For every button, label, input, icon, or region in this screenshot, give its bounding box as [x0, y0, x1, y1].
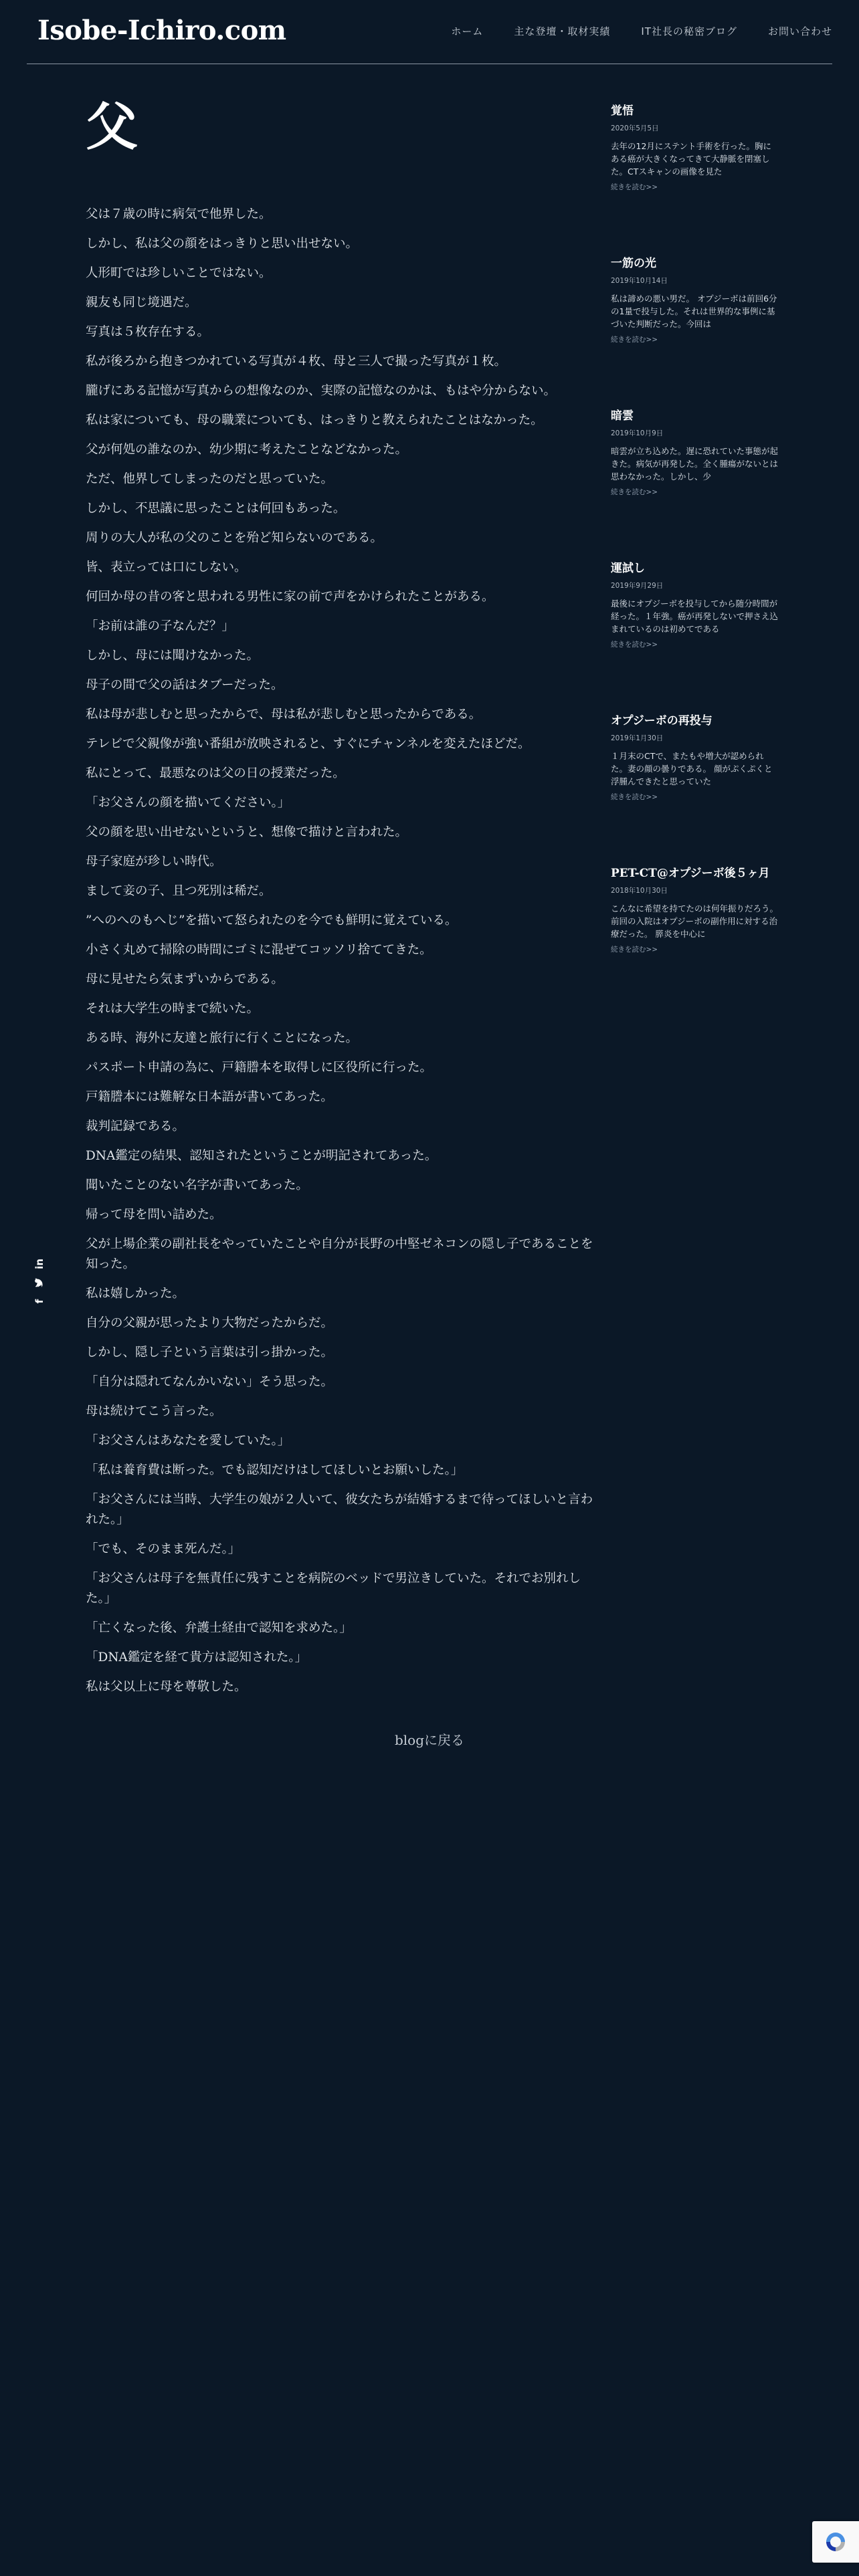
post-paragraph: ”へのへのもへじ”を描いて怒られたのを今でも鮮明に覚えている。 — [86, 914, 458, 928]
post-paragraph: 父の顔を思い出せないというと、想像で描けと言われた。 — [86, 825, 408, 839]
post-paragraph: 周りの大人が私の父のことを殆ど知らないのである。 — [86, 531, 383, 545]
post-paragraph: 「お父さんは母子を無責任に残すことを病院のベッドで男泣きしていた。それでお別れした。」 — [86, 1572, 581, 1606]
post-paragraph: 私は嬉しかった。 — [86, 1287, 185, 1301]
nav-item-contact[interactable]: お問い合わせ — [767, 25, 832, 37]
post-paragraph: 「お前は誰の子なんだ？」 — [86, 619, 235, 633]
post-paragraph: 「亡くなった後、弁護士経由で認知を求めた。」 — [86, 1621, 352, 1635]
post-paragraph: 何回か母の昔の客と思われる男性に家の前で声をかけられたことがある。 — [86, 590, 494, 604]
post-paragraph: 私が後ろから抱きつかれている写真が４枚、母と三人で撮った写真が１枚。 — [86, 354, 507, 368]
post-paragraph: 父が上場企業の副社長をやっていたことや自分が長野の中堅ゼネコンの隠し子であることを知った。 — [86, 1237, 593, 1271]
sidebar-post-excerpt: 去年の12月にステント手術を行った。胸にある癌が大きくなってきて大静脈を閉塞した。CTスキャンの画像を見た — [611, 141, 772, 177]
sidebar-post-title[interactable]: PET-CT@オプジーボ後５ヶ月 — [611, 867, 770, 880]
linkedin-icon[interactable]: in — [33, 1259, 45, 1269]
post-paragraph: 私は母が悲しむと思ったからで、母は私が悲しむと思ったからである。 — [86, 708, 482, 722]
post-paragraph: 母子家庭が珍しい時代。 — [86, 855, 222, 869]
facebook-icon[interactable]: f — [33, 1299, 45, 1304]
sidebar-post — [611, 405, 778, 558]
sidebar-post-date: 2020年5月5日 — [611, 124, 659, 132]
post-paragraph: DNA鑑定の結果、認知されたということが明記されてあった。 — [86, 1149, 438, 1163]
post-paragraph: まして妾の子、且つ死別は稀だ。 — [86, 884, 272, 898]
post-paragraph: 私にとって、最悪なのは父の日の授業だった。 — [86, 766, 345, 780]
read-more-link[interactable]: 続きを読む>> — [611, 488, 658, 496]
post-paragraph: 母に見せたら気まずいからである。 — [86, 972, 284, 986]
recaptcha-icon — [824, 2530, 848, 2554]
post-paragraph: 「でも、そのまま死んだ。」 — [86, 1542, 241, 1556]
sidebar-post — [611, 558, 778, 710]
sidebar-post-excerpt: 暗雲が立ち込めた。遅に恐れていた事態が起きた。病気が再発した。全く腫瘍がないとは思わなかった。しかし、少 — [611, 446, 778, 481]
read-more-link[interactable]: 続きを読む>> — [611, 183, 658, 191]
post-paragraph: 聞いたことのない名字が書いてあった。 — [86, 1178, 308, 1192]
nav-item-blog[interactable]: IT社長の秘密ブログ — [641, 25, 737, 37]
sidebar-post — [611, 710, 778, 863]
sidebar-post-title[interactable]: 一筋の光 — [611, 257, 656, 270]
recaptcha-badge[interactable] — [812, 2521, 859, 2563]
post-paragraph: 「お父さんの顔を描いてください。」 — [86, 796, 290, 810]
post-paragraph: 小さく丸めて掃除の時間にゴミに混ぜてコッソリ捨ててきた。 — [86, 943, 432, 957]
social-links — [32, 1257, 47, 1308]
twitter-icon[interactable] — [33, 1276, 46, 1289]
sidebar-post-excerpt: 私は諦めの悪い男だ。 オプジーボは前回6分の1量で投与した。それは世界的な事例に基づいた判断だった。今回は — [611, 294, 777, 329]
read-more-link[interactable]: 続きを読む>> — [611, 641, 658, 649]
sidebar-post-excerpt: １月末のCTで、またもや増大が認められた。妻の顔の曇りである。 顔がぷくぷくと浮腫んできたと思っていた — [611, 751, 773, 786]
post-title: 父 — [86, 96, 138, 157]
post-paragraph: それは大学生の時まで続いた。 — [86, 1002, 260, 1016]
site-header — [27, 0, 832, 64]
read-more-link[interactable]: 続きを読む>> — [611, 336, 658, 344]
sidebar-post — [611, 253, 778, 405]
post-paragraph: ただ、他界してしまったのだと思っていた。 — [86, 472, 334, 486]
post-paragraph: 人形町では珍しいことではない。 — [86, 266, 272, 280]
sidebar-post — [611, 863, 778, 1015]
post-paragraph: 「お父さんはあなたを愛していた。」 — [86, 1434, 290, 1448]
post-paragraph: 戸籍謄本には難解な日本語が書いてあった。 — [86, 1090, 333, 1104]
post-paragraph: 帰って母を問い詰めた。 — [86, 1208, 222, 1222]
post-paragraph: 母子の間で父の話はタブーだった。 — [86, 678, 284, 692]
read-more-link[interactable]: 続きを読む>> — [611, 793, 658, 801]
post-paragraph: しかし、不思議に思ったことは何回もあった。 — [86, 502, 346, 516]
post-paragraph: しかし、母には聞けなかった。 — [86, 649, 260, 663]
sidebar-post-title[interactable]: オプジーボの再投与 — [611, 714, 712, 728]
sidebar-post-date: 2018年10月30日 — [611, 887, 668, 895]
post-paragraph: 「自分は隠れてなんかいない」そう思った。 — [86, 1375, 334, 1389]
nav-item-media[interactable]: 主な登壇・取材実績 — [514, 25, 611, 37]
post-paragraph: パスポート申請の為に、戸籍謄本を取得しに区役所に行った。 — [86, 1061, 433, 1075]
post-paragraph: しかし、私は父の顔をはっきりと思い出せない。 — [86, 237, 359, 251]
post-paragraph: 朧げにある記憶が写真からの想像なのか、実際の記憶なのかは、もはや分からない。 — [86, 384, 557, 398]
post-paragraph: 「私は養育費は断った。でも認知だけはしてほしいとお願いした。」 — [86, 1463, 464, 1477]
post-paragraph: ある時、海外に友達と旅行に行くことになった。 — [86, 1031, 359, 1045]
back-to-blog-link[interactable]: blogに戻る — [394, 1732, 465, 1748]
sidebar-post — [611, 100, 778, 253]
sidebar-post-date: 2019年1月30日 — [611, 734, 664, 742]
post-paragraph: 皆、表立っては口にしない。 — [86, 560, 247, 574]
post-paragraph: 私は家についても、母の職業についても、はっきりと教えられたことはなかった。 — [86, 413, 543, 427]
blog-article — [86, 94, 599, 1707]
post-paragraph: 父が何処の誰なのか、幼少期に考えたことなどなかった。 — [86, 443, 408, 457]
sidebar-post-title[interactable]: 覚悟 — [611, 104, 634, 118]
post-paragraph: 母は続けてこう言った。 — [86, 1404, 222, 1418]
sidebar-post-excerpt: こんなに希望を持てたのは何年振りだろう。 前回の入院はオプジーボの副作用に対する治療だった。 膵炎を中心に — [611, 903, 778, 939]
post-paragraph: 親友も同じ境遇だ。 — [86, 296, 197, 310]
post-paragraph: 写真は５枚存在する。 — [86, 325, 210, 339]
post-paragraph: 父は７歳の時に病気で他界した。 — [86, 207, 272, 221]
sidebar-post-excerpt: 最後にオプジーボを投与してから随分時間が経った。１年強。癌が再発しないで押さえ込まれているのは初めてである — [611, 599, 778, 634]
sidebar-post-date: 2019年10月9日 — [611, 429, 664, 437]
post-paragraph: テレビで父親像が強い番組が放映されると、すぐにチャンネルを変えたほどだ。 — [86, 737, 531, 751]
recent-posts-sidebar — [611, 100, 778, 1015]
nav-item-home[interactable]: ホーム — [451, 25, 484, 37]
post-paragraph: 裁判記録である。 — [86, 1119, 185, 1134]
read-more-link[interactable]: 続きを読む>> — [611, 946, 658, 954]
sidebar-post-date: 2019年10月14日 — [611, 277, 668, 285]
post-paragraph: しかし、隠し子という言葉は引っ掛かった。 — [86, 1346, 334, 1360]
post-paragraph: 私は父以上に母を尊敬した。 — [86, 1680, 247, 1694]
post-paragraph: 「お父さんには当時、大学生の娘が２人いて、彼女たちが結婚するまで待ってほしいと言われた。」 — [86, 1493, 593, 1527]
post-paragraph: 自分の父親が思ったより大物だったからだ。 — [86, 1316, 334, 1330]
main-nav — [420, 24, 832, 38]
post-paragraph: 「DNA鑑定を経て貴方は認知された。」 — [86, 1650, 308, 1665]
sidebar-post-title[interactable]: 暗雲 — [611, 409, 634, 423]
sidebar-post-date: 2019年9月29日 — [611, 582, 664, 590]
sidebar-post-title[interactable]: 運試し — [611, 562, 645, 575]
post-body — [86, 205, 599, 1697]
site-title[interactable]: Isobe-Ichiro.com — [37, 15, 286, 46]
